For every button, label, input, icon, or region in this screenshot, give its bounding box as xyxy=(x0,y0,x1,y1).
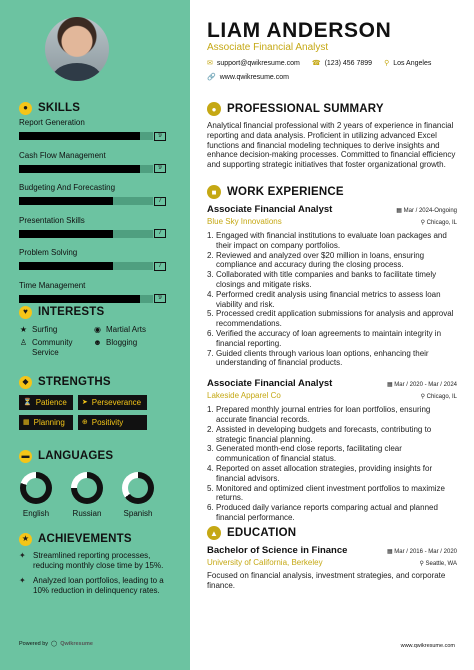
skill-bar xyxy=(19,132,166,140)
language-ring xyxy=(20,472,52,504)
bullet-number: 2. xyxy=(207,250,214,260)
language-label: Spanish xyxy=(123,509,153,518)
experience-header xyxy=(207,185,457,199)
languages-section xyxy=(19,449,179,518)
brand-logo-icon: ◯ xyxy=(51,641,58,647)
skill-level: 7 xyxy=(154,229,166,238)
skill-level: 9 xyxy=(154,132,166,141)
education-header xyxy=(207,526,457,540)
skill-item xyxy=(19,151,166,181)
location-pin-icon: ⚲ xyxy=(420,394,427,401)
interest-item xyxy=(93,338,173,358)
job-location-text: Chicago, IL xyxy=(426,394,457,401)
strength-label: Planning xyxy=(33,418,65,427)
candidate-name: LIAM ANDERSON xyxy=(207,19,392,42)
strengths-list xyxy=(19,395,179,430)
language-item xyxy=(121,472,155,518)
languages-list xyxy=(19,472,179,518)
language-item xyxy=(70,472,104,518)
skill-track xyxy=(19,132,153,140)
job-bullets xyxy=(207,405,457,523)
summary-title: PROFESSIONAL SUMMARY xyxy=(227,103,384,115)
footer-url[interactable]: www.qwikresume.com xyxy=(400,643,455,649)
contact-location xyxy=(384,59,431,67)
language-item xyxy=(19,472,53,518)
interests-title: INTERESTS xyxy=(38,306,105,318)
skill-fill xyxy=(19,262,113,270)
bullet-number: 6. xyxy=(207,328,214,338)
job-sub xyxy=(207,391,457,400)
bullet-text: Monitored and optimized client investment portfolios to maximize returns. xyxy=(216,483,445,503)
job-head xyxy=(207,204,457,215)
bullet-number: 2. xyxy=(207,424,214,434)
bullet-number: 6. xyxy=(207,503,214,513)
company-name: Lakeside Apparel Co xyxy=(207,391,281,401)
language-label: English xyxy=(22,509,50,518)
bullet-number: 7. xyxy=(207,348,214,358)
education-location-text: Seattle, WA xyxy=(425,561,457,567)
experience-title: WORK EXPERIENCE xyxy=(227,186,344,198)
jobs-list xyxy=(207,204,457,523)
skill-item xyxy=(19,216,166,246)
achievements-title: ACHIEVEMENTS xyxy=(38,533,132,545)
bullet-text: Collaborated with title companies and banks to facilitate timely closings and mitigate risks. xyxy=(216,270,437,289)
skill-level: 9 xyxy=(154,164,166,173)
strength-tag xyxy=(19,415,73,430)
skill-track xyxy=(19,230,153,238)
achievement-item xyxy=(19,576,169,596)
list-item xyxy=(207,484,457,504)
achievements-header xyxy=(19,532,169,546)
achievements-section xyxy=(19,532,169,596)
summary-text: Analytical financial professional with 2 years of experience in financial reporting and data analysis. Proficient in utilizing advanced Excel functions and financial modeling techniques to derive insights and enhance decision-making processes. Committed to financial efficiency and supporting strategic initiatives that foster organizational growth. xyxy=(207,121,456,170)
skill-fill xyxy=(19,197,113,205)
group-icon: ☻ xyxy=(93,338,102,347)
list-item xyxy=(207,251,457,271)
skill-bar xyxy=(19,262,166,270)
lightbulb-icon: ● xyxy=(19,102,32,115)
calendar-icon: ▦ xyxy=(386,382,395,389)
job-entry xyxy=(207,204,457,368)
skill-label: Presentation Skills xyxy=(19,215,85,225)
bullet-number: 4. xyxy=(207,289,214,299)
education-head xyxy=(207,545,457,556)
bullet-text: Reported on asset allocation strategies, providing insights for financial advisors. xyxy=(216,463,433,483)
bullet-text: Engaged with financial institutions to evaluate loan packages and their impact on company portfolios. xyxy=(216,231,447,250)
bullet-number: 5. xyxy=(207,309,214,319)
interests-header xyxy=(19,305,179,319)
skills-section xyxy=(19,101,166,310)
list-item xyxy=(207,231,457,251)
phone-text: (123) 456 7899 xyxy=(324,60,373,67)
job-date-text: Mar / 2020 - Mar / 2024 xyxy=(394,382,457,389)
contact-phone[interactable] xyxy=(312,59,372,67)
skills-title: SKILLS xyxy=(38,102,81,114)
email-icon: ✉ xyxy=(207,60,213,67)
bullet-text: Generated month-end close reports, facilitating clear communication of financial status. xyxy=(216,444,402,464)
skill-fill xyxy=(19,230,113,238)
list-item xyxy=(207,290,457,310)
skill-item xyxy=(19,183,166,213)
skill-track xyxy=(19,262,153,270)
skill-item xyxy=(19,248,166,278)
powered-brand[interactable]: Qwikresume xyxy=(60,641,93,647)
bullet-text: Verified the accuracy of loan agreements to maintain integrity in financial reporting. xyxy=(216,328,442,348)
education-section xyxy=(207,526,457,591)
bullet-text: Prepared monthly journal entries for loan portfolios, ensuring accurate financial records. xyxy=(216,405,431,424)
school: University of California, Berkeley xyxy=(207,558,323,567)
language-label: Russian xyxy=(72,509,102,518)
strength-icon: ◆ xyxy=(19,376,32,389)
rocket-icon: ✦ xyxy=(19,576,26,585)
skill-fill xyxy=(19,132,140,140)
job-date xyxy=(387,381,457,388)
skill-level: 7 xyxy=(154,262,166,271)
degree: Bachelor of Science in Finance xyxy=(207,545,348,556)
graduation-cap-icon: ▲ xyxy=(207,526,221,540)
skills-header xyxy=(19,101,166,115)
speech-icon: ▬ xyxy=(19,450,32,463)
hourglass-icon: ⏳ xyxy=(23,399,32,406)
bullet-text: Performed credit analysis using financial metrics to assess loan viability and risk. xyxy=(216,289,441,309)
strength-tag xyxy=(78,415,147,430)
achievement-text: Streamlined reporting processes, reducing monthly close time by 15%. xyxy=(33,551,164,570)
job-location-text: Chicago, IL xyxy=(426,220,457,226)
plus-circle-icon: ⊕ xyxy=(81,419,88,426)
running-icon: ➤ xyxy=(81,399,88,406)
experience-section xyxy=(207,185,457,523)
list-item xyxy=(207,425,457,445)
contact-row xyxy=(207,59,431,67)
strength-tag xyxy=(19,395,73,410)
language-ring xyxy=(71,472,103,504)
education-text: Focused on financial analysis, investment strategies, and corporate finance. xyxy=(207,571,446,590)
skill-level: 7 xyxy=(154,197,166,206)
bullet-number: 3. xyxy=(207,270,214,280)
heart-icon: ♥ xyxy=(19,306,32,319)
interest-label: Blogging xyxy=(106,338,138,347)
bullet-number: 1. xyxy=(207,405,214,415)
skill-bar xyxy=(19,197,166,205)
language-ring xyxy=(122,472,154,504)
skill-fill xyxy=(19,165,140,173)
skill-level: 9 xyxy=(154,294,166,303)
job-date xyxy=(396,207,457,214)
person-icon: ♙ xyxy=(19,338,28,347)
skill-track xyxy=(19,197,153,205)
skill-bar xyxy=(19,165,166,173)
education-date xyxy=(387,548,457,555)
list-item xyxy=(207,329,457,349)
bullet-text: Reviewed and analyzed over $20 million in loans, ensuring compliance and accuracy during the closing process. xyxy=(216,250,425,270)
website-text: www.qwikresume.com xyxy=(219,74,289,81)
skill-label: Cash Flow Management xyxy=(19,150,106,160)
job-title: Associate Financial Analyst xyxy=(207,204,333,215)
skill-bar xyxy=(19,230,166,238)
skill-bar xyxy=(19,295,166,303)
interests-list xyxy=(19,325,179,358)
location-pin-icon: ⚲ xyxy=(419,561,426,567)
interest-item xyxy=(19,338,93,358)
languages-title: LANGUAGES xyxy=(38,450,114,462)
skill-label: Report Generation xyxy=(19,118,85,127)
job-sub xyxy=(207,217,457,226)
calendar-icon: ▦ xyxy=(23,419,30,426)
interest-label: Martial Arts xyxy=(106,325,147,334)
skill-track xyxy=(19,295,153,303)
location-pin-icon: ⚲ xyxy=(384,60,390,67)
education-entry xyxy=(207,545,457,591)
user-icon: ● xyxy=(207,102,221,116)
job-entry xyxy=(207,378,457,523)
skill-item xyxy=(19,118,166,148)
summary-header xyxy=(207,102,457,116)
interests-section xyxy=(19,305,179,358)
skill-track xyxy=(19,165,153,173)
skill-label: Budgeting And Forecasting xyxy=(19,183,116,192)
skill-fill xyxy=(19,295,140,303)
contact-website[interactable] xyxy=(207,73,289,81)
list-item xyxy=(207,503,457,523)
bullet-number: 3. xyxy=(207,444,214,454)
list-item xyxy=(207,405,457,425)
interest-item xyxy=(93,325,173,335)
calendar-icon: ▦ xyxy=(396,208,404,214)
job-date-text: Mar / 2024-Ongoing xyxy=(403,208,457,214)
strength-label: Positivity xyxy=(91,418,124,427)
bullet-number: 4. xyxy=(207,463,214,473)
bullet-text: Guided clients through various loan options, enhancing their understanding of financial products. xyxy=(216,348,429,368)
phone-icon: ☎ xyxy=(311,60,321,67)
education-location xyxy=(419,560,457,567)
profile-photo xyxy=(45,17,109,81)
location-text: Los Angeles xyxy=(393,60,432,67)
job-head xyxy=(207,378,457,389)
list-item xyxy=(207,349,457,369)
list-item xyxy=(207,444,457,464)
star-icon: ★ xyxy=(19,325,28,334)
strength-tag xyxy=(78,395,147,410)
list-item xyxy=(207,464,457,484)
strengths-title: STRENGTHS xyxy=(38,376,111,388)
bullet-number: 5. xyxy=(207,483,214,493)
briefcase-icon: ■ xyxy=(207,185,221,199)
strength-label: Perseverance xyxy=(91,398,142,407)
job-title: Associate Financial Analyst xyxy=(207,378,333,390)
candidate-role: Associate Financial Analyst xyxy=(207,42,329,53)
interest-label: Community Service xyxy=(32,338,73,357)
education-sub xyxy=(207,558,457,567)
strengths-header xyxy=(19,375,179,389)
powered-by xyxy=(19,641,93,647)
location-pin-icon: ⚲ xyxy=(420,220,427,226)
company-name: Blue Sky Innovations xyxy=(207,217,282,226)
achievement-item xyxy=(19,551,169,571)
job-location xyxy=(421,393,457,400)
email-text: support@qwikresume.com xyxy=(216,60,300,67)
achievement-text: Analyzed loan portfolios, leading to a 10% reduction in delinquency rates. xyxy=(33,576,164,595)
bullet-number: 1. xyxy=(207,231,214,240)
summary-section xyxy=(207,102,457,170)
calendar-icon: ▦ xyxy=(386,549,395,555)
education-date-text: Mar / 2016 - Mar / 2020 xyxy=(394,549,457,555)
job-location xyxy=(421,219,457,226)
skill-label: Problem Solving xyxy=(19,248,78,257)
strengths-section xyxy=(19,375,179,430)
skills-list xyxy=(19,118,166,310)
link-icon: 🔗 xyxy=(207,74,216,81)
list-item xyxy=(207,309,457,329)
interest-item xyxy=(19,325,93,335)
bullet-text: Assisted in developing budgets and forecasts, contributing to strategic financial planning. xyxy=(216,424,432,444)
bullet-text: Processed credit application submissions for analysis and approval recommendations. xyxy=(216,309,454,329)
list-item xyxy=(207,270,457,290)
bullet-text: Produced daily variance reports comparing actual and planned financial performance. xyxy=(216,503,438,522)
strength-label: Patience xyxy=(35,398,67,407)
job-bullets xyxy=(207,231,457,368)
trophy-icon: ★ xyxy=(19,533,32,546)
globe-icon: ◉ xyxy=(94,325,101,334)
languages-header xyxy=(19,449,179,463)
rocket-icon: ✦ xyxy=(19,551,26,560)
powered-label: Powered by xyxy=(19,641,49,647)
contact-email[interactable] xyxy=(207,59,300,67)
skill-label: Time Management xyxy=(19,280,86,290)
interest-label: Surfing xyxy=(32,325,58,334)
education-title: EDUCATION xyxy=(227,527,297,539)
sidebar xyxy=(0,0,190,670)
